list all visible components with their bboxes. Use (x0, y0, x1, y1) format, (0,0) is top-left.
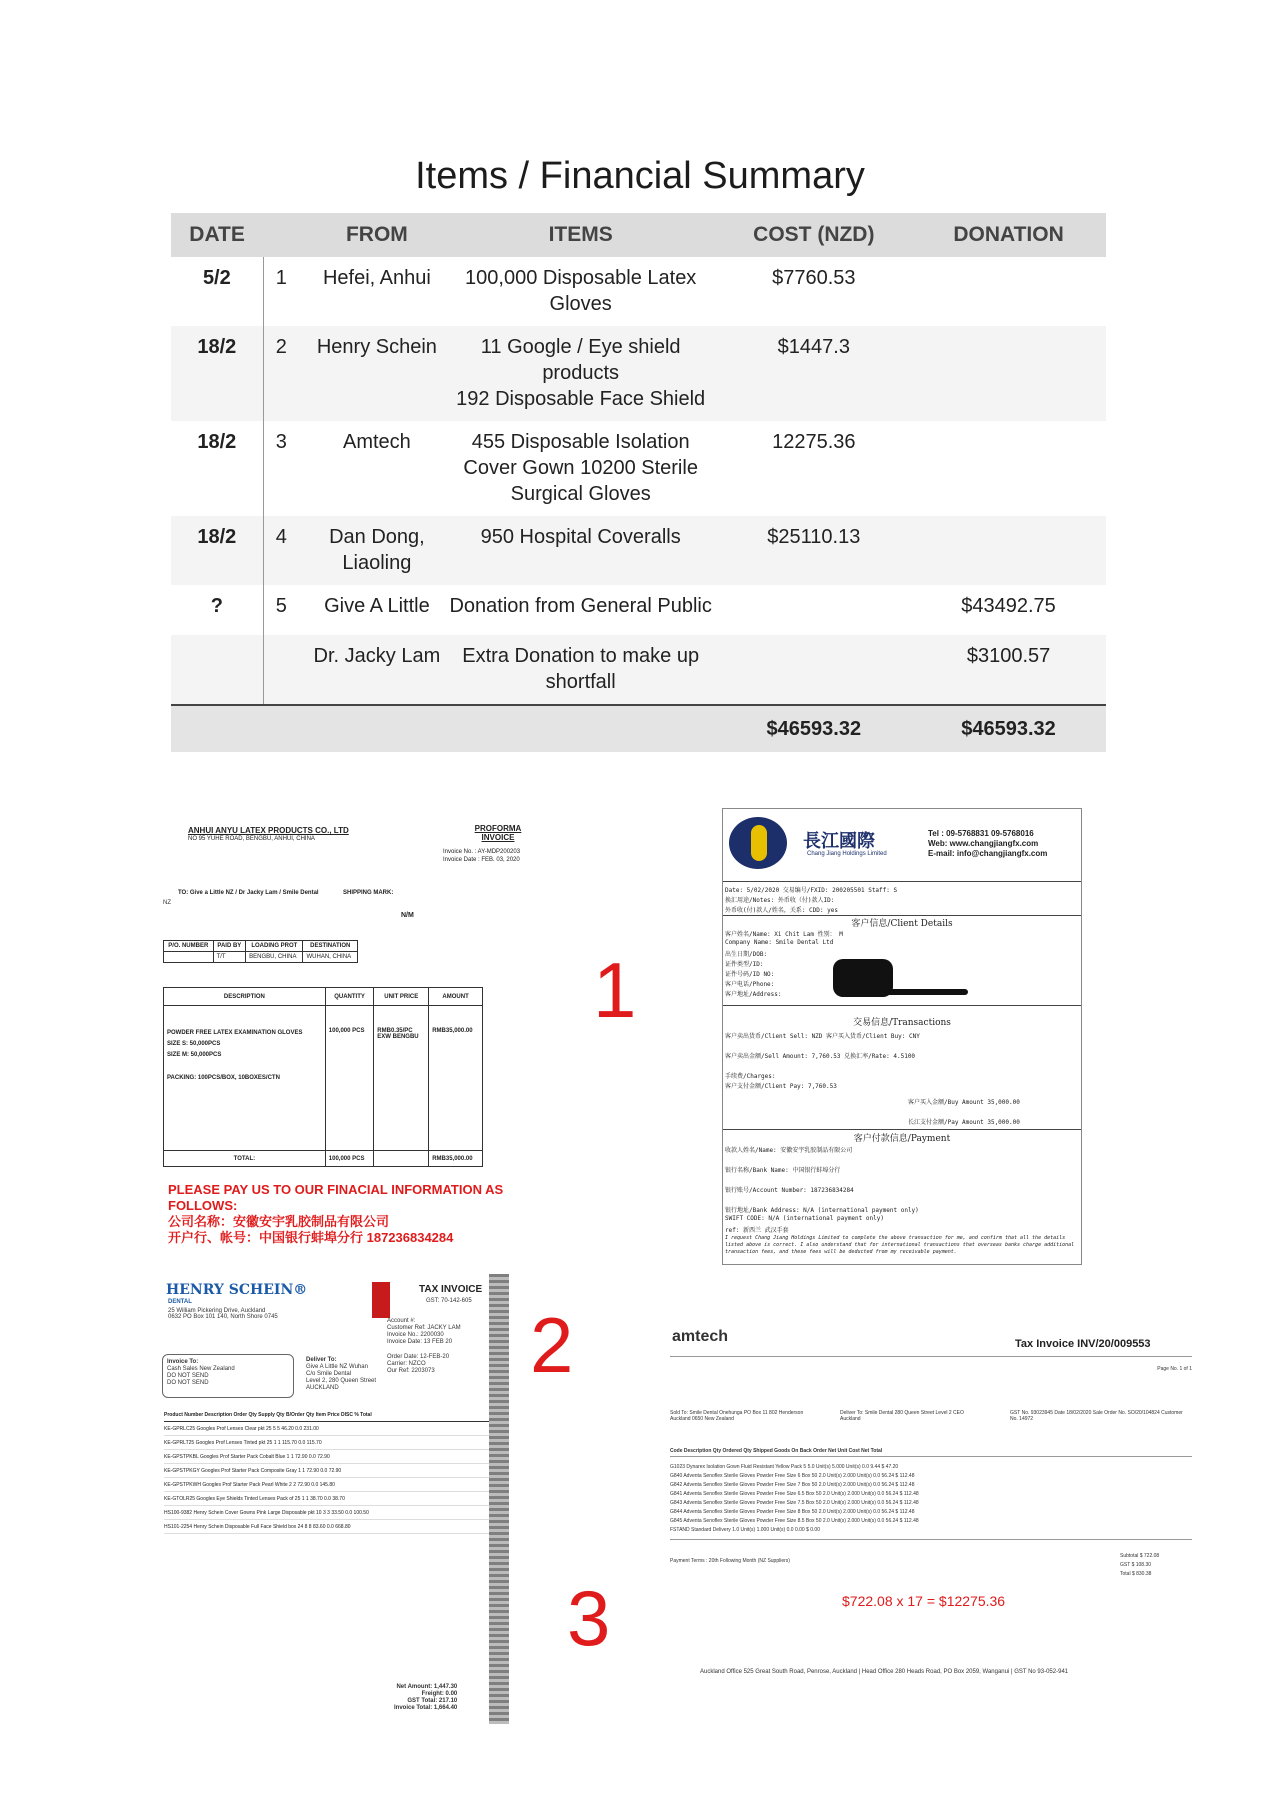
hs-invoice-date: Invoice Date: 13 FEB 20 (387, 1339, 453, 1345)
anyu-address: NO 95 YUHE ROAD, BENGBU, ANHUI, CHINA (188, 836, 315, 842)
row-cost: 12275.36 (772, 431, 856, 453)
table-header-row (171, 213, 1106, 257)
row-from: Amtech (342, 431, 411, 453)
divider (723, 1129, 1081, 1130)
changjiang-logo-mark (751, 825, 767, 861)
table-row (171, 516, 1106, 585)
changjiang-web: Web: www.changjiangfx.com (928, 839, 1039, 848)
hs-gst: GST: 70-142-605 (426, 1298, 472, 1304)
table-row (171, 326, 1106, 421)
table-row (171, 257, 1106, 326)
row-items: Extra Donation to make up shortfall (445, 635, 717, 705)
cj-account: 银行账号/Account Number: 187236834284 (725, 1187, 854, 1194)
anyu-meta (443, 848, 543, 864)
anyu-payment-info (168, 1182, 548, 1246)
hs-deliver-to: Deliver To: (306, 1357, 337, 1363)
row-items: 455 Disposable Isolation Cover Gown 10200 Sterile Surgical Gloves (463, 431, 698, 505)
hs-invoice-to-l2: DO NOT SEND (167, 1373, 209, 1379)
hs-invoice-to: Invoice To: (167, 1359, 199, 1365)
amtech-page: Page No. 1 of 1 (1157, 1366, 1192, 1372)
amtech-gst: GST No. 93023945 Date 18/02/2020 Sale Order No. SO/20/104824 Customer No. 14972 (1010, 1410, 1183, 1422)
anyu-to: TO: Give a Little NZ / Dr Jacky Lam / Smile Dental (178, 890, 319, 896)
hs-margin-stripe (489, 1274, 509, 1724)
hs-net-amount: Net Amount: 1,447.30 (396, 1684, 458, 1690)
row-date: 18/2 (171, 421, 263, 516)
anyu-total-qty: 100,000 PCS (325, 1151, 374, 1167)
row-number: 3 (275, 431, 287, 453)
divider (723, 881, 1081, 882)
row-cost: $25110.13 (717, 516, 912, 585)
row-donation: $3100.57 (911, 635, 1106, 705)
cj-swift: SWIFT CODE: N/A (international payment only) (725, 1215, 884, 1222)
anyu-packing: PACKING: 100PCS/BOX, 10BOXES/CTN (167, 1075, 280, 1081)
row-cost: $7760.53 (772, 267, 856, 289)
anyu-qty: 100,000 PCS (328, 1028, 365, 1034)
row-donation (911, 257, 1106, 326)
divider (670, 1356, 1192, 1357)
amtech-sold-to: Sold To: Smile Dental Onehunga PO Box 11 802 Henderson Auckland 0650 New Zealand (670, 1410, 804, 1422)
amtech-footer: Auckland Office 525 Great South Road, Penrose, Auckland | Head Office 280 Heads Road, PO Box 2059, Wanganui | GST No 93-052-941 (700, 1669, 1069, 1675)
cj-charges: 手续费/Charges: (725, 1073, 776, 1080)
changjiang-logo-icon (729, 817, 787, 869)
col-date: DATE (171, 213, 263, 257)
amtech-deliver-to: Deliver To: Smile Dental 280 Queen Street Level 2 CEO Auckland (840, 1410, 964, 1422)
anyu-pay-line3: 开户行、帐号：中国银行蚌埠分行 187236834284 (168, 1230, 454, 1245)
anyu-size-s: SIZE S: 50,000PCS (167, 1041, 221, 1047)
anyu-total-amount: RMB35,000.00 (429, 1151, 483, 1167)
changjiang-contact (928, 829, 1047, 859)
hs-order-date: Order Date: 12-FEB-20 (387, 1354, 450, 1360)
table-row: KE-GPRLC25 Googles Prof Lenses Clear pkt 25 5 5 46.20 0.0 231.00 (164, 1426, 494, 1436)
row-number: 4 (263, 516, 309, 585)
table-row: KE-GPSTPKGY Googles Prof Starter Pack Composite Gray 1 1 72.90 0.0 72.90 (164, 1468, 494, 1478)
anyu-total-label: TOTAL: (164, 1151, 326, 1167)
anyu-th: DESTINATION (303, 941, 358, 952)
row-donation (911, 516, 1106, 585)
table-row: KE-GPRLT25 Googles Prof Lenses Tinted pkt 25 1 1 115.70 0.0 115.70 (164, 1440, 494, 1450)
cj-id-no: 证件号码/ID NO: (725, 971, 775, 978)
row-cost: $1447.3 (717, 326, 912, 421)
hs-totals (394, 1684, 457, 1712)
table-row (171, 421, 1106, 516)
cj-buy-amount: 客户买入金额/Buy Amount 35,000.00 (908, 1099, 1020, 1106)
anyu-th: LOADING PROT (246, 941, 303, 952)
row-date: 18/2 (171, 326, 263, 421)
hs-freight: Freight: 0.00 (421, 1691, 458, 1697)
anyu-desc: POWDER FREE LATEX EXAMINATION GLOVES (167, 1030, 303, 1036)
row-number: 1 (275, 267, 287, 289)
cj-dob: 出生日期/DOB: (725, 951, 768, 958)
cj-sell: 客户卖出货币/Client Sell: NZD 客户买入货币/Client Buy: CNY (725, 1033, 920, 1040)
hs-our-ref: Our Ref: 2203073 (387, 1368, 435, 1374)
table-row (171, 585, 1106, 635)
table-row: G841 Adventa Senoflex Sterile Gloves Powder Free Size 6.5 Box 50 2.0 Unit(s) 2.000 Unit(s) 0.0 56.24 $ 112.48 (670, 1491, 919, 1497)
marker-1: 1 (593, 946, 637, 1034)
row-items: 950 Hospital Coveralls (445, 516, 717, 585)
row-from: Dr. Jacky Lam (309, 635, 445, 705)
row-date (171, 635, 263, 705)
anyu-to-country: NZ (163, 900, 171, 906)
row-items: Donation from General Public (449, 595, 712, 617)
row-number: 5 (275, 595, 287, 617)
anyu-amount-cell (429, 1006, 483, 1151)
table-row: HS100-9382 Henry Schein Cover Gowns Pink Large Disposable pkt 10 3 3 33.50 0.0 100.50 (164, 1510, 494, 1520)
cj-client-section: 客户信息/Client Details (851, 919, 953, 929)
anyu-proforma-invoice (163, 812, 553, 1260)
anyu-unit2: EXW BENGBU (377, 1034, 419, 1040)
table-row: KE-GPSTPKWH Googles Prof Starter Pack Pearl White 2 2 72.90 0.0 145.80 (164, 1482, 494, 1492)
changjiang-tel: Tel : 09-5768831 09-5768016 (928, 829, 1034, 838)
hs-deliver-l2: C/o Smile Dental (306, 1371, 352, 1377)
anyu-qty-cell (325, 1006, 374, 1151)
amtech-calc-note: $722.08 x 17 = $12275.36 (842, 1593, 1006, 1609)
anyu-td: WUHAN, CHINA (303, 952, 358, 963)
row-date: ? (171, 585, 263, 635)
anyu-shipping-mark: SHIPPING MARK: (343, 890, 394, 896)
cj-declaration: I request Chang Jiang Holdings Limited to complete the above transaction for me, and confirm that all the details listed above is correct. I also understand that for international transactions that overseas banks charge additional transaction fees, and these fees will be deducted from my receivable payment. (725, 1235, 1075, 1255)
hs-invoice-to-box (162, 1354, 294, 1398)
total-date (171, 705, 263, 752)
henry-schein-tax-invoice (154, 1274, 511, 1724)
table-row: G842 Adventa Senoflex Sterile Gloves Powder Free Size 7 Box 50 2.0 Unit(s) 2.000 Unit(s) 0.0 56.24 $ 112.48 (670, 1482, 915, 1488)
hs-deliver-block (306, 1357, 376, 1392)
anyu-unit: RMB0.35/PC (377, 1028, 413, 1034)
anyu-th: AMOUNT (429, 988, 483, 1006)
cj-pay-name: 收款人姓名/Name: 安徽安宇乳胶制品有限公司 (725, 1147, 853, 1154)
row-from: Give A Little (324, 595, 430, 617)
table-row: G843 Adventa Senoflex Sterile Gloves Powder Free Size 7.5 Box 50 2.0 Unit(s) 2.000 Unit(s) 0.0 56.24 $ 112.48 (670, 1500, 919, 1506)
cj-client-pay: 客户支付金额/Client Pay: 7,760.53 (725, 1083, 837, 1090)
amtech-logo: amtech (672, 1328, 729, 1345)
marker-2: 2 (530, 1301, 574, 1389)
table-row: HS101-2254 Henry Schein Disposable Full Face Shield box 24 8 8 83.60 0.0 668.80 (164, 1524, 494, 1534)
hs-account: Account #: (387, 1318, 416, 1324)
hs-invoice-to-l3: DO NOT SEND (167, 1380, 209, 1386)
row-number (263, 635, 309, 705)
hs-deliver-l1: Give A Little NZ Wuhan (306, 1364, 368, 1370)
anyu-pay-line1: PLEASE PAY US TO OUR FINACIAL INFORMATION AS FOLLOWS: (168, 1182, 504, 1213)
anyu-company: ANHUI ANYU LATEX PRODUCTS CO., LTD (188, 826, 349, 835)
anyu-shipping-table (163, 940, 358, 963)
amtech-tax-invoice (660, 1320, 1202, 1685)
total-number (263, 705, 309, 752)
anyu-desc-cell (164, 1006, 326, 1151)
cj-address: 客户地址/Address: (725, 991, 782, 998)
amtech-totals (1120, 1552, 1190, 1579)
anyu-th: QUANTITY (325, 988, 374, 1006)
row-number: 2 (263, 326, 309, 421)
redaction-scribble (873, 989, 968, 995)
anyu-td: BENGBU, CHINA (246, 952, 303, 963)
cj-client-name: 客户姓名/Name: Xi Chit Lam 性别： M (725, 931, 843, 938)
total-donation: $46593.32 (911, 705, 1106, 752)
anyu-invoice-date: Invoice Date : FEB. 03, 2020 (443, 857, 520, 863)
changjiang-email: E-mail: info@changjiangfx.com (928, 849, 1048, 858)
cj-bank: 银行名称/Bank Name: 中国银行蚌埠分行 (725, 1167, 841, 1174)
cj-payee: 外币收(付)款人/姓名，关系: CDD: yes (725, 907, 838, 914)
anyu-th: UNIT PRICE (374, 988, 429, 1006)
table-row: KE-GPSTPKBL Googles Prof Starter Pack Cobalt Blue 1 1 72.90 0.0 72.90 (164, 1454, 494, 1464)
hs-carrier: Carrier: NZCO (387, 1361, 426, 1367)
row-donation (911, 421, 1106, 516)
financial-summary-table (171, 213, 1106, 752)
row-items: 11 Google / Eye shield products 192 Disposable Face Shield (445, 326, 717, 421)
marker-3: 3 (567, 1574, 611, 1662)
total-from (309, 705, 445, 752)
anyu-td: T/T (213, 952, 246, 963)
cj-bank-address: 银行地址/Bank Address: N/A (international payment only) (725, 1207, 919, 1214)
col-items: ITEMS (445, 213, 717, 257)
changjiang-transaction-form (722, 808, 1082, 1265)
anyu-amount: RMB35,000.00 (432, 1028, 473, 1034)
hs-deliver-l4: AUCKLAND (306, 1385, 339, 1391)
hs-customer-ref: Customer Ref: JACKY LAM (387, 1325, 461, 1331)
divider (670, 1539, 1192, 1540)
anyu-th: P/O. NUMBER (164, 941, 214, 952)
table-row: G840 Adventa Senoflex Sterile Gloves Powder Free Size 6 Box 50 2.0 Unit(s) 2.000 Unit(s) 0.0 56.24 $ 112.48 (670, 1473, 915, 1479)
hs-gst-total: GST Total: 217.10 (407, 1698, 458, 1704)
anyu-nm: N/M (401, 912, 414, 919)
red-logo-icon (372, 1282, 390, 1318)
row-from: Dan Dong, Liaoling (309, 516, 445, 585)
hs-order-block (387, 1354, 449, 1375)
amtech-gst-amount: GST $ 108.30 (1120, 1562, 1152, 1568)
anyu-th: DESCRIPTION (164, 988, 326, 1006)
henry-schein-dental: DENTAL (168, 1299, 192, 1305)
anyu-size-m: SIZE M: 50,000PCS (167, 1052, 222, 1058)
row-items: 100,000 Disposable Latex Gloves (465, 267, 697, 315)
cj-id: 证件类型/ID: (725, 961, 764, 968)
page-title: Items / Financial Summary (415, 155, 865, 197)
hs-invoice-total: Invoice Total: 1,664.40 (394, 1705, 458, 1711)
anyu-pay-line2: 公司名称：安徽安宇乳胶制品有限公司 (168, 1214, 390, 1229)
cj-tx-section: 交易信息/Transactions (853, 1018, 951, 1028)
row-date: 18/2 (171, 516, 263, 585)
hs-invoice-no: Invoice No.: 2200030 (387, 1332, 444, 1338)
hs-deliver-l3: Level 2, 280 Queen Street (306, 1378, 377, 1384)
cj-notes: 换汇用途/Notes: 外币收（付)款人ID: (725, 897, 835, 904)
cj-company: Company Name: Smile Dental Ltd (725, 939, 834, 946)
anyu-invoice-no: Invoice No. : AY-MDP200203 (443, 849, 521, 855)
anyu-doc-type: PROFORMA INVOICE (474, 824, 522, 842)
row-cost (717, 635, 912, 705)
cj-ref: ref: 新西兰 武汉手套 (725, 1227, 789, 1234)
col-from: FROM (309, 213, 445, 257)
table-row: G845 Adventa Senoflex Sterile Gloves Powder Free Size 8.5 Box 50 2.0 Unit(s) 2.000 Unit(s) 0.0 56.24 $ 112.48 (670, 1518, 919, 1524)
col-cost: COST (NZD) (717, 213, 912, 257)
amtech-title: Tax Invoice INV/20/009553 (1015, 1338, 1151, 1350)
changjiang-brand: 長江國際 (803, 831, 875, 852)
anyu-th: PAID BY (213, 941, 246, 952)
cj-phone: 客户电话/Phone: (725, 981, 775, 988)
total-items (445, 705, 717, 752)
changjiang-brand-sub: Chang Jiang Holdings Limited (807, 851, 887, 857)
anyu-total-blank (374, 1151, 429, 1167)
row-from: Hefei, Anhui (322, 267, 431, 289)
row-donation (911, 326, 1106, 421)
col-number (263, 213, 309, 257)
row-donation: $43492.75 (961, 595, 1056, 617)
hs-col-headers: Product Number Description Order Qty Supply Qty B/Order Qty Item Price DISC % Total (164, 1412, 494, 1422)
total-cost: $46593.32 (717, 705, 912, 752)
amtech-total: Total $ 830.38 (1120, 1571, 1152, 1577)
table-row (171, 635, 1106, 705)
amtech-subtotal: Subtotal $ 722.08 (1120, 1553, 1160, 1559)
cj-date: Date: 5/02/2020 交易编号/FXID: 200205501 Staff: S (725, 887, 898, 894)
cj-pay-amount: 长江支付金额/Pay Amount 35,000.00 (908, 1119, 1020, 1126)
cj-payment-section: 客户付款信息/Payment (853, 1134, 951, 1144)
row-date: 5/2 (171, 257, 263, 326)
hs-account-block (387, 1318, 461, 1346)
row-from: Henry Schein (309, 326, 445, 421)
table-row: FSTAND Standard Delivery 1.0 Unit(s) 1.000 Unit(s) 0.0 0.00 $ 0.00 (670, 1527, 820, 1533)
amtech-payment-terms: Payment Terms : 20th Following Month (NZ Suppliers) (670, 1558, 790, 1564)
amtech-headers: Code Description Qty Ordered Qty Shipped Goods On Back Order Net Unit Cost Net Total (670, 1448, 1192, 1457)
hs-title: TAX INVOICE (419, 1284, 483, 1295)
total-row (171, 705, 1106, 752)
table-row: KE-GTOLR25 Googles Eye Shields Tinted Lenses Pack of 25 1 1 38.70 0.0 38.70 (164, 1496, 494, 1506)
hs-invoice-to-l1: Cash Sales New Zealand (167, 1366, 235, 1372)
hs-address: 25 William Pickering Drive, Auckland 0632 PO Box 101 140, North Shore 0745 (168, 1308, 278, 1320)
col-donation: DONATION (911, 213, 1106, 257)
table-row: G1023 Dynarex Isolation Gown Fluid Resistant Yellow Pack 5 5.0 Unit(s) 5.000 Unit(s) 0.0 9.44 $ 47.20 (670, 1464, 899, 1470)
anyu-td (164, 952, 214, 963)
divider (723, 1005, 1081, 1006)
row-cost (717, 585, 912, 635)
henry-schein-brand: HENRY SCHEIN® (166, 1282, 308, 1298)
anyu-unit-cell (374, 1006, 429, 1151)
anyu-items-table (163, 987, 483, 1167)
cj-sell-amount: 客户卖出金额/Sell Amount: 7,760.53 兑换汇率/Rate: 4.5100 (725, 1053, 916, 1060)
table-row: G844 Adventa Senoflex Sterile Gloves Powder Free Size 8 Box 50 2.0 Unit(s) 2.000 Unit(s) 0.0 56.24 $ 112.48 (670, 1509, 915, 1515)
